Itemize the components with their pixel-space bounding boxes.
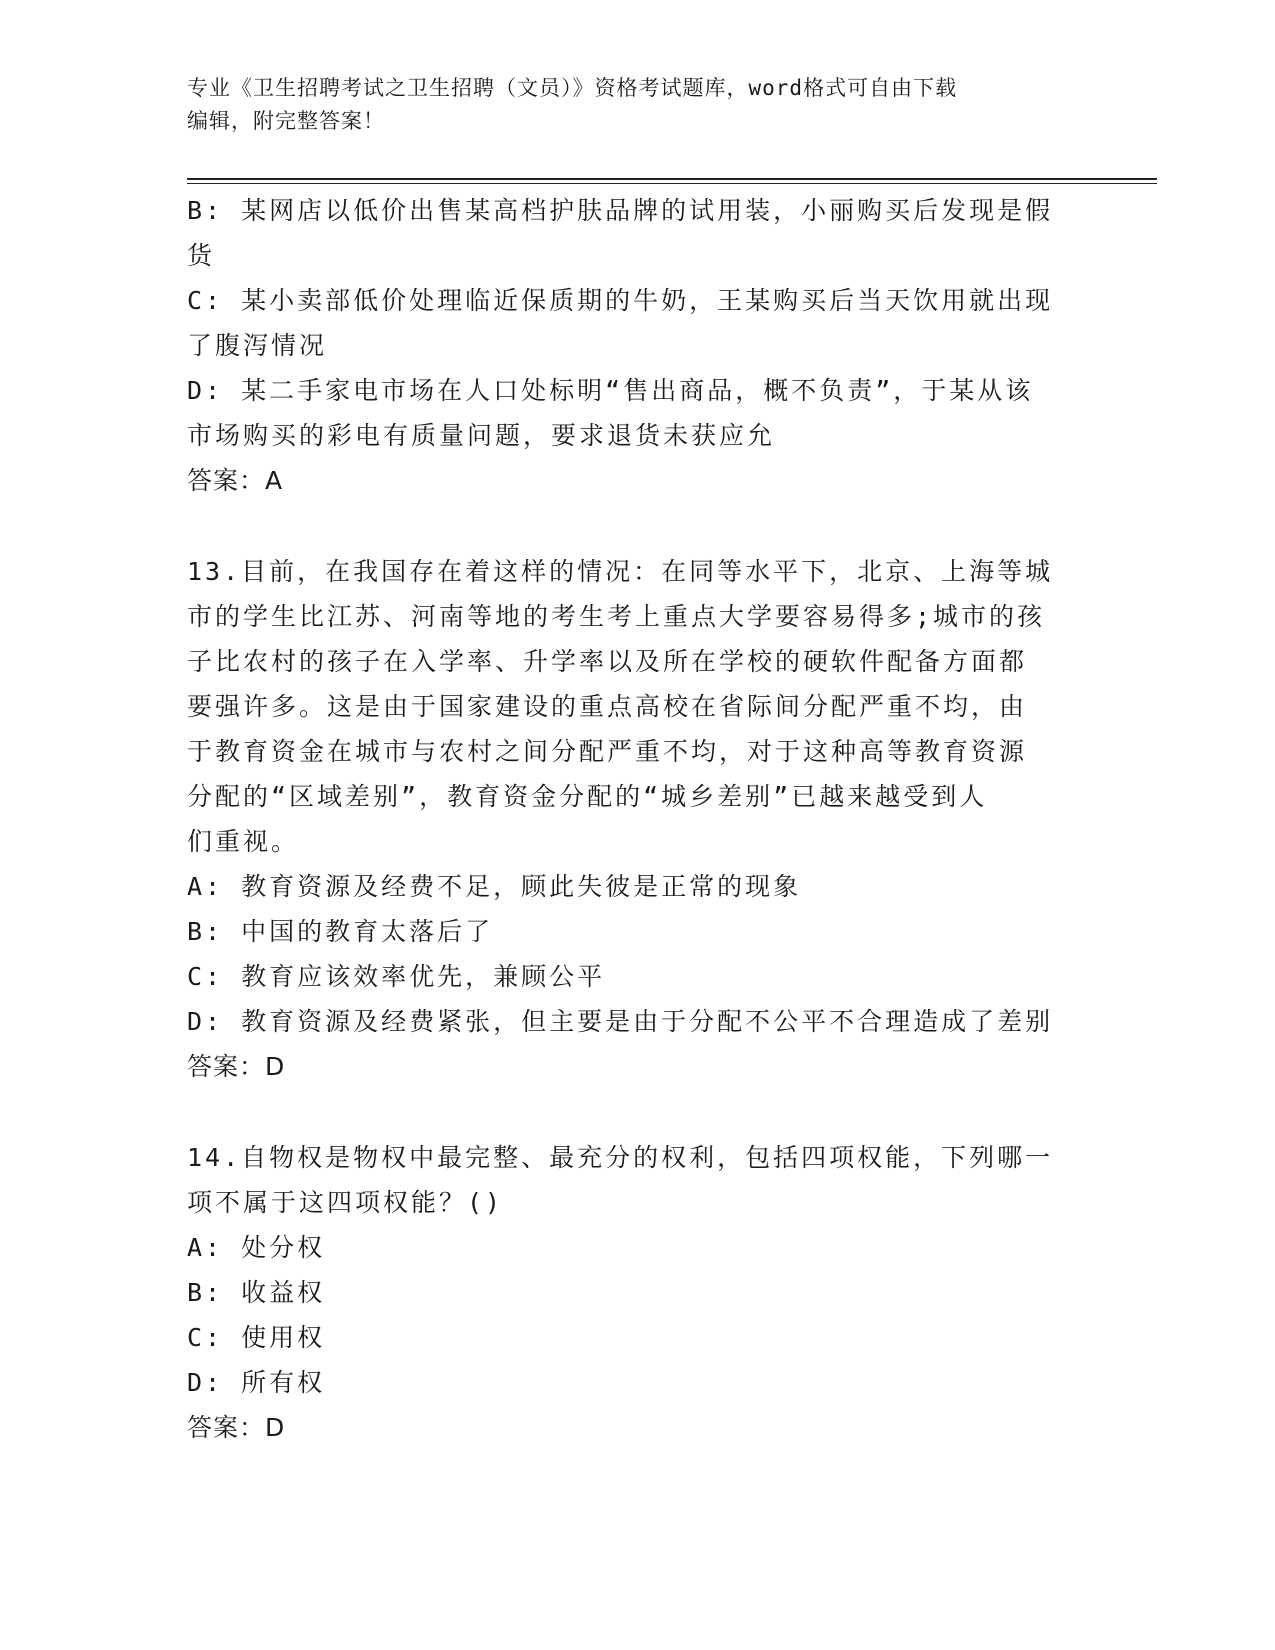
stem-line-5: 于教育资金在城市与农村之间分配严重不均，对于这种高等教育资源	[187, 737, 1028, 766]
option-d-line-1: D: 某二手家电市场在人口处标明“售出商品，概不负责”，于某从该	[187, 376, 1034, 405]
stem-line-1: 13.目前，在我国存在着这样的情况：在同等水平下，北京、上海等城	[187, 557, 1054, 586]
option-d: D: 教育资源及经费紧张，但主要是由于分配不公平不合理造成了差别	[187, 1007, 1054, 1036]
answer-12: 答案：A	[187, 466, 284, 495]
document-body	[187, 188, 1077, 1450]
stem-line-6: 分配的“区域差别”，教育资金分配的“城乡差别”已越来越受到人	[187, 782, 988, 811]
answer-14: 答案：D	[187, 1413, 286, 1442]
header-divider-thin	[187, 183, 1157, 184]
option-c: C: 教育应该效率优先，兼顾公平	[187, 962, 606, 991]
stem-line-7: 们重视。	[187, 827, 300, 856]
option-a: A: 处分权	[187, 1233, 326, 1262]
header-line-2: 编辑，附完整答案！	[187, 109, 385, 133]
answer-13: 答案：D	[187, 1052, 286, 1081]
option-b: B: 中国的教育太落后了	[187, 917, 494, 946]
stem-line-3: 子比农村的孩子在入学率、升学率以及所在学校的硬软件配备方面都	[187, 647, 1028, 676]
option-c-line-1: C: 某小卖部低价处理临近保质期的牛奶，王某购买后当天饮用就出现	[187, 286, 1054, 315]
stem-line-2: 项不属于这四项权能？()	[187, 1188, 504, 1217]
question-spacer	[187, 1089, 1077, 1135]
option-b-line-2: 货	[187, 241, 216, 270]
option-b-line-1: B: 某网店以低价出售某高档护肤品牌的试用装，小丽购买后发现是假	[187, 196, 1054, 225]
question-14	[187, 1135, 1077, 1450]
header-divider-thick	[187, 178, 1157, 180]
option-c-line-2: 了腹泻情况	[187, 331, 328, 360]
header-line-1: 专业《卫生招聘考试之卫生招聘（文员）》资格考试题库，word格式可自由下载	[187, 76, 958, 100]
option-a: A: 教育资源及经费不足，顾此失彼是正常的现象	[187, 872, 802, 901]
question-12	[187, 188, 1077, 503]
stem-line-2: 市的学生比江苏、河南等地的考生考上重点大学要容易得多;城市的孩	[187, 602, 1046, 631]
option-b: B: 收益权	[187, 1278, 326, 1307]
stem-line-4: 要强许多。这是由于国家建设的重点高校在省际间分配严重不均，由	[187, 692, 1028, 721]
option-c: C: 使用权	[187, 1323, 326, 1352]
document-header	[187, 72, 1067, 138]
option-d-line-2: 市场购买的彩电有质量问题，要求退货未获应允	[187, 421, 776, 450]
option-d: D: 所有权	[187, 1368, 326, 1397]
stem-line-1: 14.自物权是物权中最完整、最充分的权利，包括四项权能，下列哪一	[187, 1143, 1054, 1172]
question-spacer	[187, 503, 1077, 549]
question-13	[187, 549, 1077, 1089]
